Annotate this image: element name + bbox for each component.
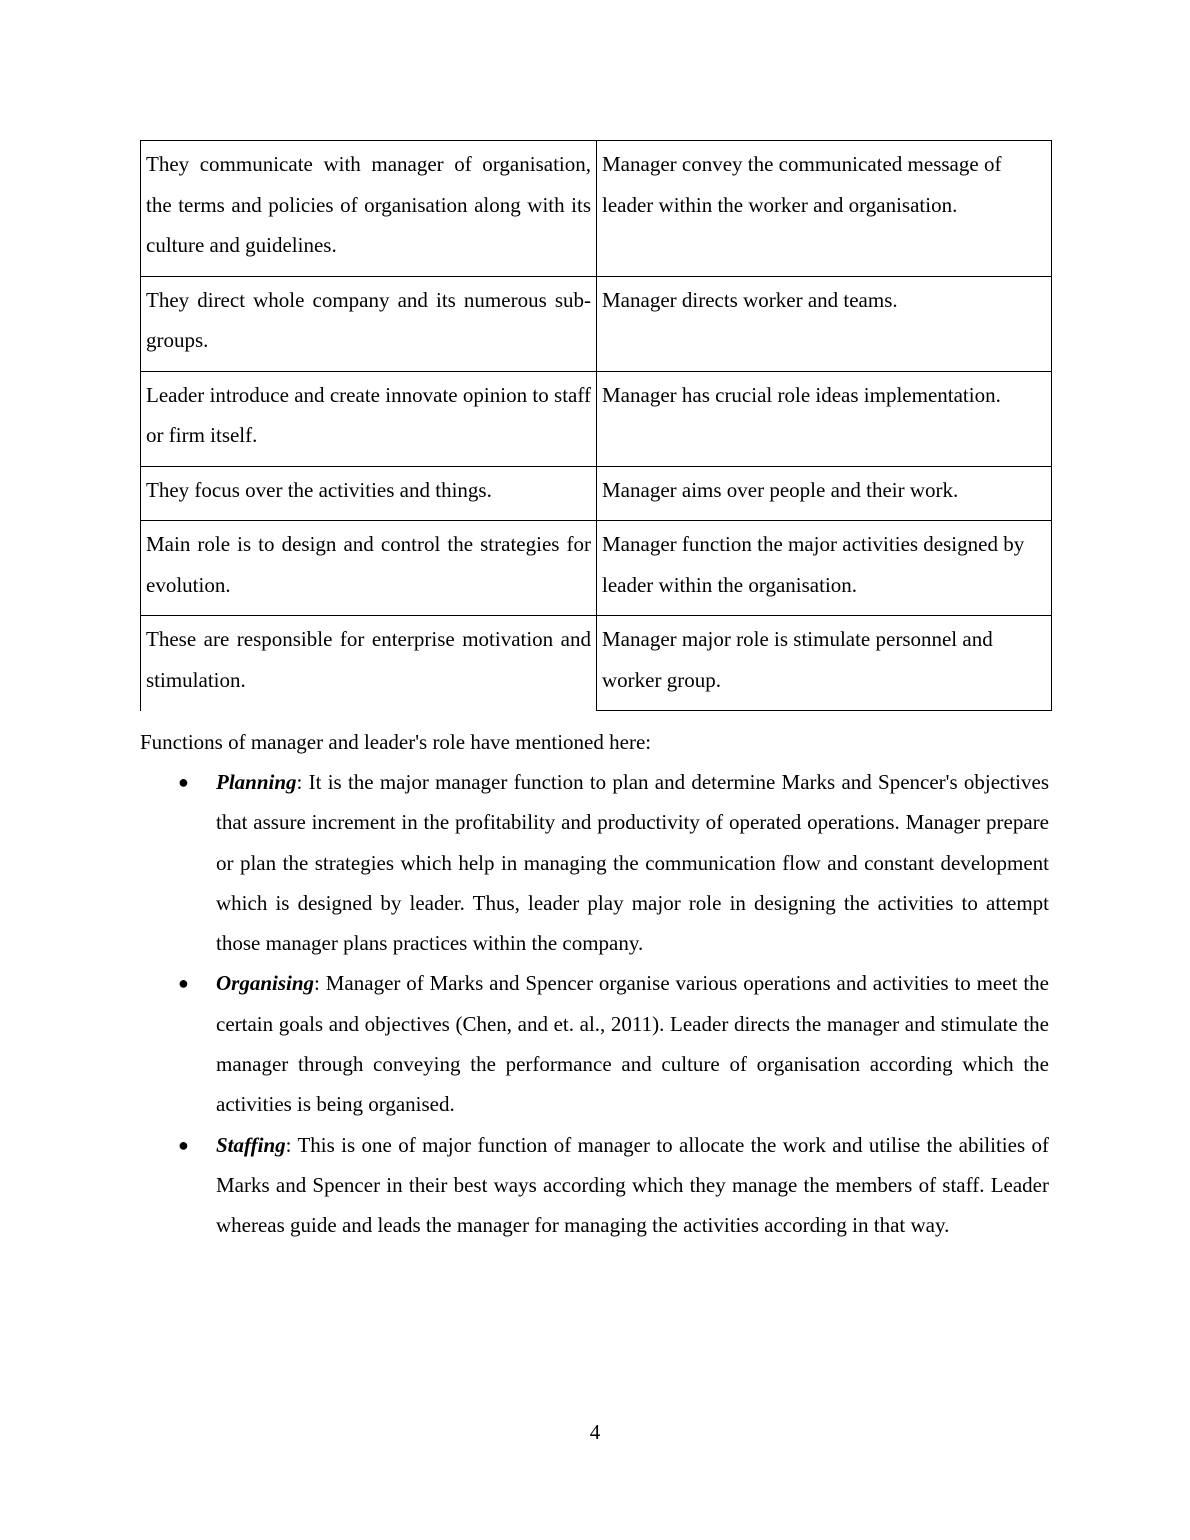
leader-cell: They direct whole company and its numerous sub-groups. bbox=[141, 276, 597, 371]
table-row bbox=[141, 276, 1052, 371]
bullet-icon: ● bbox=[178, 1134, 189, 1155]
function-text: : This is one of major function of manager to allocate the work and utilise the abilities of Marks and Spencer in their best ways according which they manage the members of staff. Leader whereas guide and leads the manager for managing the activities according in that way. bbox=[216, 1132, 1049, 1238]
list-item bbox=[140, 1125, 1049, 1246]
leader-cell: Main role is to design and control the strategies for evolution. bbox=[141, 521, 597, 616]
manager-cell: Manager function the major activities designed by leader within the organisation. bbox=[597, 521, 1052, 616]
table-row bbox=[141, 521, 1052, 616]
manager-cell: Manager major role is stimulate personnel and worker group. bbox=[597, 616, 1052, 711]
manager-cell: Manager directs worker and teams. bbox=[597, 276, 1052, 371]
list-item bbox=[140, 963, 1049, 1124]
manager-cell: Manager has crucial role ideas implementation. bbox=[597, 371, 1052, 466]
function-text: : It is the major manager function to plan and determine Marks and Spencer's objectives that assure increment in the profitability and productivity of operated operations. Manager prepare or plan the strategies which help in managing the communication flow and constant development which is designed by leader. Thus, leader play major role in designing the activities to attempt those manager plans practices within the company. bbox=[216, 770, 1049, 956]
table-row bbox=[141, 141, 1052, 277]
function-text: : Manager of Marks and Spencer organise various operations and activities to meet the certain goals and objectives (Chen, and et. al., 2011). Leader directs the manager and stimulate the manager through conveying the performance and culture of organisation according which the activities is being organised. bbox=[216, 971, 1049, 1117]
manager-cell: Manager aims over people and their work. bbox=[597, 466, 1052, 521]
table-row bbox=[141, 371, 1052, 466]
function-term: Staffing bbox=[216, 1132, 286, 1157]
leader-cell: They communicate with manager of organisation, the terms and policies of organisation along with its culture and guidelines. bbox=[141, 141, 597, 277]
bullet-icon: ● bbox=[178, 973, 189, 994]
list-item bbox=[140, 762, 1049, 963]
leader-cell: They focus over the activities and things. bbox=[141, 466, 597, 521]
leader-manager-comparison-table bbox=[140, 140, 1052, 711]
functions-list bbox=[140, 762, 1049, 1246]
function-term: Organising bbox=[216, 971, 315, 996]
manager-cell: Manager convey the communicated message of leader within the worker and organisation. bbox=[597, 141, 1052, 277]
leader-cell: These are responsible for enterprise motivation and stimulation. bbox=[141, 616, 597, 711]
table-row bbox=[141, 616, 1052, 711]
function-term: Planning bbox=[216, 770, 297, 794]
leader-cell: Leader introduce and create innovate opinion to staff or firm itself. bbox=[141, 371, 597, 466]
page-number: 4 bbox=[589, 1420, 601, 1444]
table-row bbox=[141, 466, 1052, 521]
functions-intro: Functions of manager and leader's role have mentioned here: bbox=[140, 730, 652, 754]
bullet-icon: ● bbox=[178, 772, 189, 792]
